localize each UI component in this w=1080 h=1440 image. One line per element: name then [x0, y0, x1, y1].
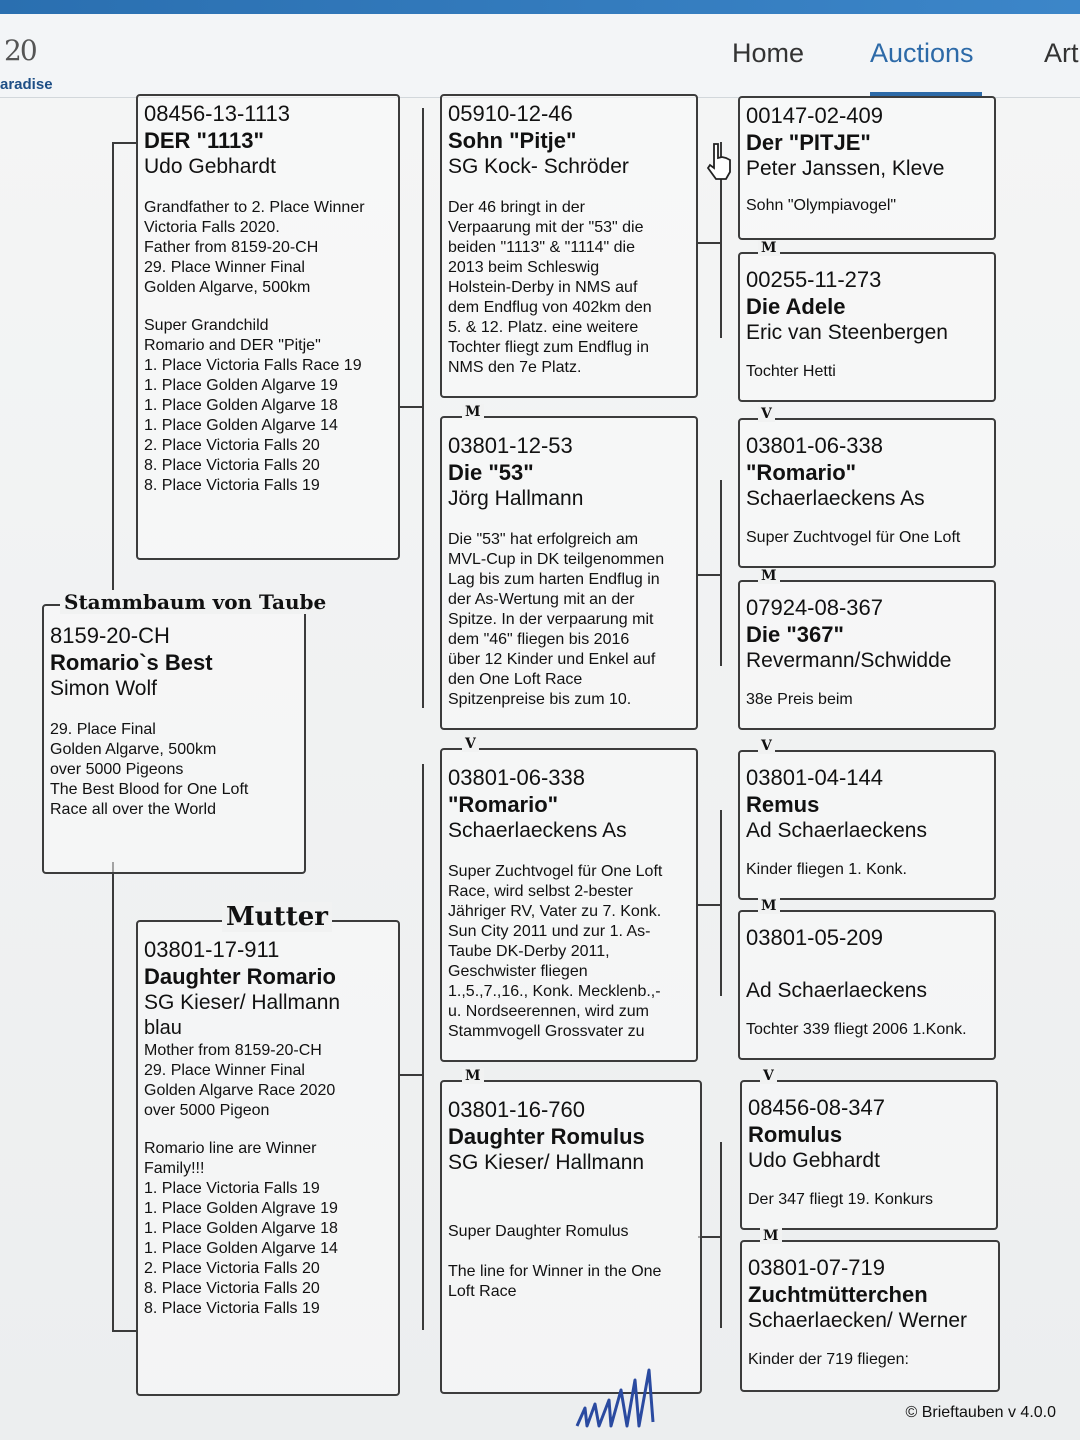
info-line — [448, 1242, 694, 1262]
breeder-name: Peter Janssen, Kleve — [746, 157, 945, 180]
nav-art[interactable]: Art — [1044, 38, 1079, 68]
pigeon-name: "Romario" — [448, 792, 559, 817]
site-logo[interactable] — [0, 32, 70, 93]
info-line: Super Zuchtvogel für One Loft — [448, 863, 663, 880]
pigeon-name: DER "1113" — [144, 128, 264, 153]
info-line: Spitzenpreise bis zum 10. — [448, 691, 632, 708]
info-line: 8. Place Victoria Falls 20 — [144, 1280, 320, 1297]
connector — [698, 574, 720, 576]
info-line: The line for Winner in the One — [448, 1263, 662, 1280]
breeder-name: Schaerlaeckens As — [746, 487, 925, 510]
sex-symbol-female: M — [760, 1228, 782, 1244]
breeder-name: Simon Wolf — [50, 677, 157, 700]
info-line: der As-Wertung mit an der — [448, 591, 635, 608]
info-line: Lag bis zum harten Endflug in — [448, 571, 660, 588]
connector — [112, 1330, 138, 1332]
breeder-name: SG Kieser/ Hallmann — [448, 1151, 645, 1174]
info-line: Der 46 bringt in der — [448, 199, 585, 216]
pigeon-name: Romulus — [748, 1122, 843, 1147]
sex-symbol-female: M — [758, 568, 780, 584]
info-line: 8. Place Victoria Falls 19 — [144, 1300, 320, 1317]
info-line: Tochter 339 fliegt 2006 1.Konk. — [746, 1021, 967, 1038]
info-line: Golden Algarve, 500km — [144, 279, 311, 296]
sex-symbol-female: M — [758, 898, 780, 914]
info-line: Sun City 2011 und zur 1. As- — [448, 923, 651, 940]
sex-symbol-female: M — [462, 404, 484, 420]
sex-symbol-male: V — [758, 406, 775, 422]
connector — [422, 764, 424, 1330]
info-line: Father from 8159-20-CH — [144, 239, 319, 256]
pen-scribble-icon — [575, 1360, 665, 1430]
connector — [720, 480, 722, 666]
info-line: Race, wird selbst 2-bester — [448, 883, 633, 900]
info-line: Victoria Falls 2020. — [144, 219, 280, 236]
logo-mark: 20 — [4, 34, 36, 67]
info-line: 2. Place Victoria Falls 20 — [144, 1260, 320, 1277]
info-line: Super Daughter Romulus — [448, 1223, 629, 1240]
pigeon-name: Daughter Romulus — [448, 1124, 645, 1149]
ring-number: 08456-13-1113 — [144, 101, 290, 126]
connector — [112, 142, 138, 144]
great-grandparent-card[interactable] — [738, 910, 996, 1060]
connector — [720, 810, 722, 996]
info-line: Romario and DER "Pitje" — [144, 337, 321, 354]
breeder-name: SG Kock- Schröder — [448, 155, 629, 178]
info-line: 2. Place Victoria Falls 20 — [144, 437, 320, 454]
logo-text: aradise — [0, 76, 53, 93]
nav-auctions[interactable]: Auctions — [870, 38, 974, 68]
sex-symbol-female: M — [758, 240, 780, 256]
info-line: Holstein-Derby in NMS auf — [448, 279, 638, 296]
info-line: Tochter Hetti — [746, 363, 836, 380]
info-line: Der 347 fliegt 19. Konkurs — [748, 1191, 933, 1208]
top-accent-bar — [0, 0, 1080, 14]
pigeon-name: Remus — [746, 792, 820, 817]
info-line: Die "53" hat erfolgreich am — [448, 531, 639, 548]
ring-number: 00147-02-409 — [746, 103, 884, 128]
site-header — [0, 14, 1080, 98]
info-line: Grandfather to 2. Place Winner — [144, 199, 365, 216]
info-line: over 5000 Pigeons — [50, 761, 184, 778]
info-line: 38e Preis beim — [746, 691, 853, 708]
ring-number: 03801-06-338 — [746, 433, 884, 458]
info-line: Stammvogell Grossvater zu — [448, 1023, 645, 1040]
connector — [112, 862, 114, 1332]
pedigree-title: Stammbaum von Taube — [60, 590, 330, 614]
info-line: 1. Place Victoria Falls 19 — [144, 1180, 320, 1197]
breeder-name: Udo Gebhardt — [144, 155, 276, 178]
mother-label: Mutter — [222, 902, 332, 932]
great-grandparent-card[interactable] — [738, 418, 996, 568]
pigeon-color: blau — [144, 1017, 182, 1039]
connector — [720, 1142, 722, 1328]
info-line: over 5000 Pigeon — [144, 1102, 270, 1119]
grandparent-card[interactable] — [440, 1080, 702, 1394]
ring-number: 07924-08-367 — [746, 595, 884, 620]
info-line: 29. Place Final — [50, 721, 156, 738]
info-line: 29. Place Winner Final — [144, 259, 305, 276]
info-line: dem "46" fliegen bis 2016 — [448, 631, 630, 648]
pigeon-name: Die "53" — [448, 460, 534, 485]
info-line: Verpaarung mit der "53" die — [448, 219, 644, 236]
breeder-name: SG Kieser/ Hallmann — [144, 991, 341, 1014]
pigeon-name — [746, 951, 988, 978]
info-line: u. Nordseerennen, wird zum — [448, 1003, 649, 1020]
info-line: 1. Place Golden Algarve 14 — [144, 417, 338, 434]
info-line: The Best Blood for One Loft — [50, 781, 249, 798]
great-grandparent-card[interactable] — [740, 1240, 1000, 1392]
pedigree-sheet — [0, 98, 1080, 1440]
grandparent-card[interactable] — [440, 748, 698, 1062]
info-line: 8. Place Victoria Falls 19 — [144, 477, 320, 494]
ring-number: 03801-04-144 — [746, 765, 884, 790]
connector — [698, 904, 720, 906]
info-line: Kinder der 719 fliegen: — [748, 1351, 909, 1368]
connector — [422, 108, 424, 708]
info-line: Super Zuchtvogel für One Loft — [746, 529, 961, 546]
pigeon-name: Die Adele — [746, 294, 846, 319]
breeder-name: Eric van Steenbergen — [746, 321, 948, 344]
connector — [112, 142, 114, 604]
sex-symbol-female: M — [462, 1068, 484, 1084]
great-grandparent-card[interactable] — [738, 580, 996, 730]
info-line: den One Loft Race — [448, 671, 583, 688]
info-line: 1.,5.,7.,16., Konk. Mecklenb.,- — [448, 983, 661, 1000]
info-line: Loft Race — [448, 1283, 517, 1300]
ring-number: 03801-07-719 — [748, 1255, 886, 1280]
great-grandparent-card[interactable] — [738, 96, 996, 240]
info-line: Spitze. In der verpaarung mit — [448, 611, 654, 628]
grandparent-card[interactable] — [440, 94, 698, 398]
info-line: Mother from 8159-20-CH — [144, 1042, 322, 1059]
mother-card[interactable] — [136, 920, 400, 1396]
ring-number: 03801-06-338 — [448, 765, 586, 790]
sex-symbol-male: V — [462, 736, 479, 752]
great-grandparent-card[interactable] — [738, 750, 996, 900]
pigeon-name: Die "367" — [746, 622, 844, 647]
info-line: 1. Place Victoria Falls Race 19 — [144, 357, 362, 374]
connector — [398, 406, 424, 408]
ring-number: 03801-05-209 — [746, 925, 884, 950]
copyright-text: © Brieftauben v 4.0.0 — [905, 1404, 1056, 1421]
info-line: Kinder fliegen 1. Konk. — [746, 861, 907, 878]
sex-symbol-male: V — [760, 1068, 777, 1084]
hand-cursor-icon — [704, 142, 734, 182]
info-line: 5. & 12. Platz. eine weitere — [448, 319, 639, 336]
info-line: MVL-Cup in DK teilgenommen — [448, 551, 665, 568]
nav-home[interactable]: Home — [732, 38, 805, 68]
breeder-name: Udo Gebhardt — [748, 1149, 880, 1172]
info-line: Super Grandchild — [144, 317, 269, 334]
pigeon-name: Zuchtmütterchen — [748, 1282, 928, 1307]
breeder-name: Schaerlaeckens As — [448, 819, 627, 842]
breeder-name: Ad Schaerlaeckens — [746, 819, 927, 842]
breeder-name: Jörg Hallmann — [448, 487, 584, 510]
breeder-name: Ad Schaerlaeckens — [746, 979, 927, 1002]
pigeon-name: Daughter Romario — [144, 964, 336, 989]
info-line: NMS den 7e Platz. — [448, 359, 582, 376]
info-line: beiden "1113" & "1114" die — [448, 239, 636, 256]
info-line: 1. Place Golden Algarve 18 — [144, 397, 338, 414]
info-line: Golden Algarve Race 2020 — [144, 1082, 336, 1099]
info-line: 8. Place Victoria Falls 20 — [144, 457, 320, 474]
breeder-name: Schaerlaecken/ Werner — [748, 1309, 968, 1332]
info-line: Taube DK-Derby 2011, — [448, 943, 610, 960]
ring-number: 8159-20-CH — [50, 623, 170, 648]
great-grandparent-card[interactable] — [738, 252, 996, 402]
info-line: Tochter fliegt zum Endflug in — [448, 339, 649, 356]
sex-symbol-male: V — [758, 738, 775, 754]
great-grandparent-card[interactable] — [740, 1080, 998, 1230]
info-line: Family!!! — [144, 1160, 205, 1177]
info-line: 1. Place Golden Algarve 19 — [144, 377, 338, 394]
info-line: 2013 beim Schleswig — [448, 259, 600, 276]
info-line: Geschwister fliegen — [448, 963, 588, 980]
info-line: über 12 Kinder und Enkel auf — [448, 651, 656, 668]
ring-number: 03801-16-760 — [448, 1097, 586, 1122]
ring-number: 00255-11-273 — [746, 267, 882, 292]
ring-number: 03801-17-911 — [144, 937, 280, 962]
pigeon-name: "Romario" — [746, 460, 857, 485]
breeder-name: Revermann/Schwidde — [746, 649, 952, 672]
pigeon-name: Romario`s Best — [50, 650, 213, 675]
info-line: 29. Place Winner Final — [144, 1062, 305, 1079]
grandparent-card[interactable] — [440, 416, 698, 730]
info-line: 1. Place Golden Algarve 14 — [144, 1240, 338, 1257]
father-card[interactable] — [136, 94, 400, 560]
info-line: 1. Place Golden Algrave 19 — [144, 1200, 338, 1217]
subject-card[interactable] — [42, 604, 306, 874]
info-line: dem Endflug von 402km den — [448, 299, 652, 316]
info-line: Sohn "Olympiavogel" — [746, 197, 897, 214]
connector — [698, 242, 720, 244]
ring-number: 03801-12-53 — [448, 433, 573, 458]
info-line: Golden Algarve, 500km — [50, 741, 217, 758]
ring-number: 08456-08-347 — [748, 1095, 886, 1120]
info-line: Jähriger RV, Vater zu 7. Konk. — [448, 903, 662, 920]
connector — [398, 1074, 424, 1076]
info-line: Romario line are Winner — [144, 1140, 317, 1157]
pigeon-name: Sohn "Pitje" — [448, 128, 577, 153]
ring-number: 05910-12-46 — [448, 101, 573, 126]
info-line: Race all over the World — [50, 801, 216, 818]
info-line: 1. Place Golden Algarve 18 — [144, 1220, 338, 1237]
pigeon-name: Der "PITJE" — [746, 130, 871, 155]
